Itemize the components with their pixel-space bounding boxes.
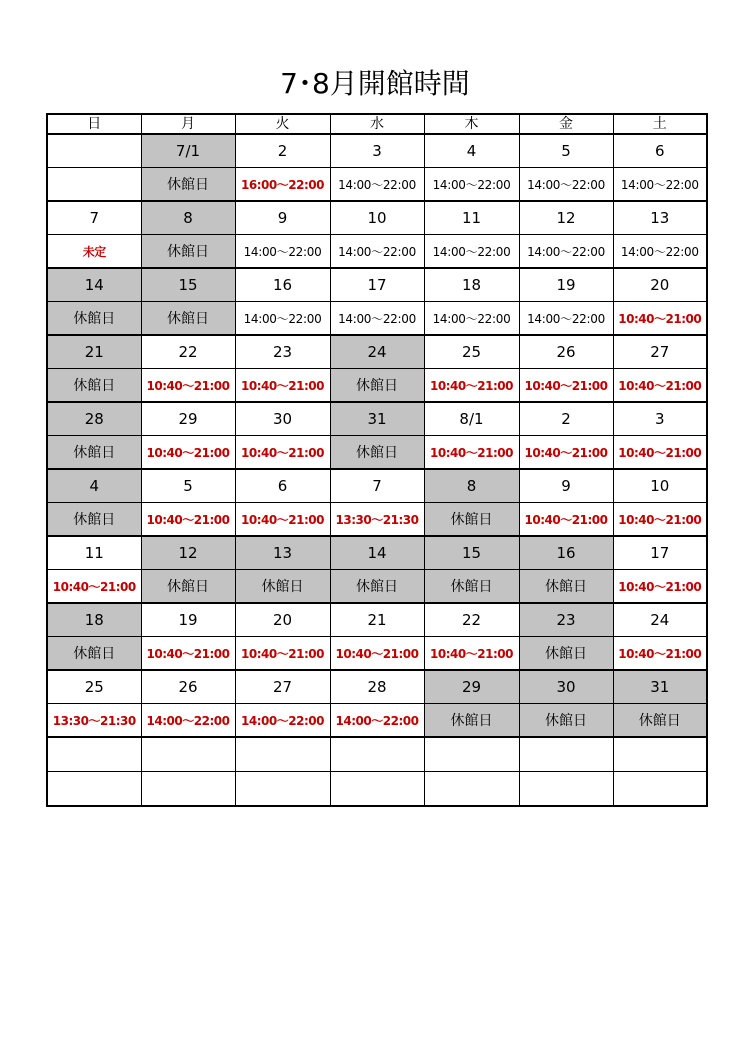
blank-cell	[235, 772, 330, 807]
date-cell: 20	[613, 268, 707, 302]
week-date-row	[47, 268, 707, 302]
blank-cell	[424, 737, 519, 772]
opening-hours-cell	[613, 168, 707, 202]
blank-cell	[141, 772, 235, 807]
date-cell: 25	[424, 335, 519, 369]
opening-hours-cell	[613, 369, 707, 403]
date-cell: 30	[519, 670, 613, 704]
special-hours-label: 10:40～21:00	[241, 379, 324, 393]
date-cell: 16	[235, 268, 330, 302]
special-hours-label: 10:40～21:00	[241, 446, 324, 460]
opening-hours-cell	[330, 637, 424, 671]
special-hours-label: 10:40～21:00	[618, 379, 702, 393]
week-hours-row	[47, 302, 707, 336]
special-hours-label: 10:40～21:00	[146, 379, 230, 393]
special-hours-label: 14:00～22:00	[241, 714, 324, 728]
opening-hours-cell	[424, 168, 519, 202]
weekday-mon: 月	[141, 114, 235, 134]
opening-hours-cell	[330, 235, 424, 269]
special-hours-label: 10:40～21:00	[146, 513, 230, 527]
opening-hours-cell	[613, 503, 707, 537]
regular-hours-label: 14:00～22:00	[527, 245, 605, 259]
week-hours-row	[47, 570, 707, 604]
opening-hours-cell	[613, 637, 707, 671]
date-cell: 11	[424, 201, 519, 235]
closed-day-cell	[330, 570, 424, 604]
special-hours-label: 10:40～21:00	[618, 647, 702, 661]
date-cell: 16	[519, 536, 613, 570]
opening-hours-cell	[235, 704, 330, 738]
date-cell: 8/1	[424, 402, 519, 436]
date-cell: 27	[613, 335, 707, 369]
date-cell: 7	[47, 201, 141, 235]
date-cell: 31	[613, 670, 707, 704]
date-cell: 4	[424, 134, 519, 168]
date-cell: 31	[330, 402, 424, 436]
date-cell	[47, 134, 141, 168]
opening-hours-cell	[613, 570, 707, 604]
date-cell: 17	[330, 268, 424, 302]
date-cell: 18	[424, 268, 519, 302]
opening-hours-cell	[235, 369, 330, 403]
week-date-row	[47, 603, 707, 637]
week-hours-row	[47, 235, 707, 269]
regular-hours-label: 14:00～22:00	[338, 245, 416, 259]
date-cell: 21	[47, 335, 141, 369]
closed-label: 休館日	[167, 177, 209, 193]
date-cell: 3	[613, 402, 707, 436]
regular-hours-label: 14:00～22:00	[527, 312, 605, 326]
closed-label: 休館日	[450, 512, 493, 528]
date-cell: 26	[141, 670, 235, 704]
opening-hours-cell	[613, 302, 707, 336]
date-cell: 3	[330, 134, 424, 168]
week-date-row	[47, 536, 707, 570]
closed-day-cell	[141, 235, 235, 269]
date-cell: 6	[235, 469, 330, 503]
opening-hours-cell	[141, 436, 235, 470]
regular-hours-label: 14:00～22:00	[338, 178, 416, 192]
blank-row	[47, 737, 707, 772]
date-cell: 10	[330, 201, 424, 235]
opening-hours-cell	[141, 704, 235, 738]
special-hours-label: 10:40～21:00	[524, 513, 608, 527]
closed-day-cell	[141, 570, 235, 604]
special-hours-label: 未定	[82, 245, 106, 259]
closed-label: 休館日	[450, 579, 493, 595]
date-cell: 9	[519, 469, 613, 503]
date-cell: 14	[47, 268, 141, 302]
date-cell: 13	[613, 201, 707, 235]
regular-hours-label: 14:00～22:00	[432, 245, 511, 259]
date-cell: 22	[141, 335, 235, 369]
date-cell: 2	[235, 134, 330, 168]
date-cell: 22	[424, 603, 519, 637]
opening-hours-cell	[235, 168, 330, 202]
blank-cell	[235, 737, 330, 772]
opening-hours-cell	[330, 302, 424, 336]
weekday-fri: 金	[519, 114, 613, 134]
special-hours-label: 10:40～21:00	[618, 580, 702, 594]
week-hours-row	[47, 503, 707, 537]
date-cell: 17	[613, 536, 707, 570]
special-hours-label: 10:40～21:00	[241, 513, 324, 527]
opening-hours-cell	[519, 168, 613, 202]
closed-label: 休館日	[356, 445, 398, 461]
date-cell: 12	[141, 536, 235, 570]
date-cell: 19	[141, 603, 235, 637]
opening-hours-cell	[330, 704, 424, 738]
closed-day-cell	[141, 302, 235, 336]
regular-hours-label: 14:00～22:00	[432, 312, 511, 326]
opening-hours-cell	[613, 436, 707, 470]
opening-hours-cell	[47, 570, 141, 604]
regular-hours-label: 14:00～22:00	[243, 312, 322, 326]
date-cell: 18	[47, 603, 141, 637]
opening-hours-cell	[141, 637, 235, 671]
date-cell: 23	[235, 335, 330, 369]
date-cell: 9	[235, 201, 330, 235]
date-cell: 6	[613, 134, 707, 168]
special-hours-label: 10:40～21:00	[430, 379, 513, 393]
blank-cell	[424, 772, 519, 807]
week-hours-row	[47, 704, 707, 738]
opening-hours-cell	[424, 369, 519, 403]
special-hours-label: 14:00～22:00	[146, 714, 230, 728]
opening-hours-cell	[424, 637, 519, 671]
special-hours-label: 10:40～21:00	[430, 446, 513, 460]
closed-day-cell	[613, 704, 707, 738]
week-date-row	[47, 402, 707, 436]
date-cell: 5	[141, 469, 235, 503]
date-cell: 23	[519, 603, 613, 637]
blank-row	[47, 772, 707, 807]
week-date-row	[47, 134, 707, 168]
closed-day-cell	[235, 570, 330, 604]
opening-hours-cell	[47, 704, 141, 738]
blank-cell	[519, 772, 613, 807]
special-hours-label: 10:40～21:00	[618, 312, 702, 326]
special-hours-label: 10:40～21:00	[618, 446, 702, 460]
special-hours-label: 10:40～21:00	[52, 580, 136, 594]
opening-hours-cell	[235, 302, 330, 336]
closed-label: 休館日	[545, 713, 587, 729]
opening-hours-cell	[519, 235, 613, 269]
closed-day-cell	[47, 503, 141, 537]
date-cell: 2	[519, 402, 613, 436]
regular-hours-label: 14:00～22:00	[527, 178, 605, 192]
weekday-sun: 日	[47, 114, 141, 134]
opening-hours-cell	[519, 302, 613, 336]
weekday-sat: 土	[613, 114, 707, 134]
closed-label: 休館日	[167, 579, 209, 595]
closed-label: 休館日	[545, 579, 587, 595]
weekday-wed: 水	[330, 114, 424, 134]
week-date-row	[47, 335, 707, 369]
special-hours-label: 13:30～21:30	[335, 513, 419, 527]
closed-label: 休館日	[356, 579, 398, 595]
opening-hours-cell	[613, 235, 707, 269]
date-cell: 8	[141, 201, 235, 235]
closed-day-cell	[330, 369, 424, 403]
special-hours-label: 10:40～21:00	[618, 513, 702, 527]
closed-day-cell	[519, 637, 613, 671]
closed-day-cell	[424, 570, 519, 604]
closed-label: 休館日	[73, 311, 116, 327]
week-date-row	[47, 469, 707, 503]
week-date-row	[47, 670, 707, 704]
blank-cell	[613, 772, 707, 807]
date-cell: 29	[141, 402, 235, 436]
date-cell: 15	[424, 536, 519, 570]
calendar-body	[47, 114, 707, 806]
blank-cell	[47, 772, 141, 807]
date-cell: 25	[47, 670, 141, 704]
date-cell: 13	[235, 536, 330, 570]
opening-hours-cell	[424, 302, 519, 336]
special-hours-label: 10:40～21:00	[146, 446, 230, 460]
special-hours-label: 13:30～21:30	[52, 714, 136, 728]
date-cell: 26	[519, 335, 613, 369]
opening-hours-cell	[235, 436, 330, 470]
closed-day-cell	[424, 503, 519, 537]
special-hours-label: 10:40～21:00	[524, 446, 608, 460]
date-cell: 14	[330, 536, 424, 570]
date-cell: 29	[424, 670, 519, 704]
special-hours-label: 14:00～22:00	[335, 714, 419, 728]
date-cell: 5	[519, 134, 613, 168]
date-cell: 21	[330, 603, 424, 637]
week-hours-row	[47, 369, 707, 403]
blank-cell	[519, 737, 613, 772]
blank-cell	[47, 737, 141, 772]
week-hours-row	[47, 168, 707, 202]
closed-label: 休館日	[167, 244, 209, 260]
closed-label: 休館日	[73, 445, 116, 461]
date-cell: 10	[613, 469, 707, 503]
week-date-row	[47, 201, 707, 235]
closed-label: 休館日	[73, 646, 116, 662]
regular-hours-label: 14:00～22:00	[432, 178, 511, 192]
opening-hours-cell	[519, 369, 613, 403]
closed-label: 休館日	[638, 713, 681, 729]
date-cell: 20	[235, 603, 330, 637]
special-hours-label: 16:00～22:00	[241, 178, 324, 192]
week-hours-row	[47, 637, 707, 671]
opening-hours-cell	[141, 503, 235, 537]
week-hours-row	[47, 436, 707, 470]
opening-hours-cell	[424, 235, 519, 269]
date-cell: 8	[424, 469, 519, 503]
weekday-tue: 火	[235, 114, 330, 134]
opening-hours-cell	[235, 503, 330, 537]
date-cell: 7/1	[141, 134, 235, 168]
regular-hours-label: 14:00～22:00	[338, 312, 416, 326]
closed-day-cell	[47, 369, 141, 403]
opening-hours-cell	[235, 235, 330, 269]
blank-cell	[613, 737, 707, 772]
regular-hours-label: 14:00～22:00	[620, 178, 699, 192]
closed-label: 休館日	[261, 579, 304, 595]
closed-label: 休館日	[356, 378, 398, 394]
date-cell: 11	[47, 536, 141, 570]
date-cell: 27	[235, 670, 330, 704]
date-cell: 4	[47, 469, 141, 503]
closed-day-cell	[424, 704, 519, 738]
date-cell: 19	[519, 268, 613, 302]
opening-hours-cell	[330, 503, 424, 537]
opening-hours-cell	[47, 168, 141, 202]
special-hours-label: 10:40～21:00	[241, 647, 324, 661]
opening-hours-cell	[519, 503, 613, 537]
blank-cell	[330, 772, 424, 807]
weekday-thu: 木	[424, 114, 519, 134]
blank-cell	[330, 737, 424, 772]
opening-hours-cell	[330, 168, 424, 202]
closed-day-cell	[47, 302, 141, 336]
opening-hours-cell	[47, 235, 141, 269]
opening-hours-cell	[424, 436, 519, 470]
closed-label: 休館日	[545, 646, 587, 662]
closed-day-cell	[141, 168, 235, 202]
date-cell: 24	[330, 335, 424, 369]
page-title: 7･8月開館時間	[280, 67, 470, 100]
closed-label: 休館日	[450, 713, 493, 729]
date-cell: 28	[330, 670, 424, 704]
closed-label: 休館日	[73, 512, 116, 528]
closed-label: 休館日	[73, 378, 116, 394]
closed-day-cell	[330, 436, 424, 470]
opening-hours-cell	[519, 436, 613, 470]
opening-hours-cell	[141, 369, 235, 403]
closed-day-cell	[47, 436, 141, 470]
special-hours-label: 10:40～21:00	[524, 379, 608, 393]
closed-day-cell	[519, 570, 613, 604]
date-cell: 24	[613, 603, 707, 637]
regular-hours-label: 14:00～22:00	[620, 245, 699, 259]
date-cell: 7	[330, 469, 424, 503]
special-hours-label: 10:40～21:00	[430, 647, 513, 661]
closed-label: 休館日	[167, 311, 209, 327]
special-hours-label: 10:40～21:00	[335, 647, 419, 661]
weekday-header-row	[47, 114, 707, 134]
closed-day-cell	[519, 704, 613, 738]
date-cell: 28	[47, 402, 141, 436]
opening-hours-cell	[235, 637, 330, 671]
date-cell: 12	[519, 201, 613, 235]
blank-cell	[141, 737, 235, 772]
date-cell: 30	[235, 402, 330, 436]
closed-day-cell	[47, 637, 141, 671]
opening-hours-calendar	[46, 113, 708, 807]
regular-hours-label: 14:00～22:00	[243, 245, 322, 259]
date-cell: 15	[141, 268, 235, 302]
special-hours-label: 10:40～21:00	[146, 647, 230, 661]
